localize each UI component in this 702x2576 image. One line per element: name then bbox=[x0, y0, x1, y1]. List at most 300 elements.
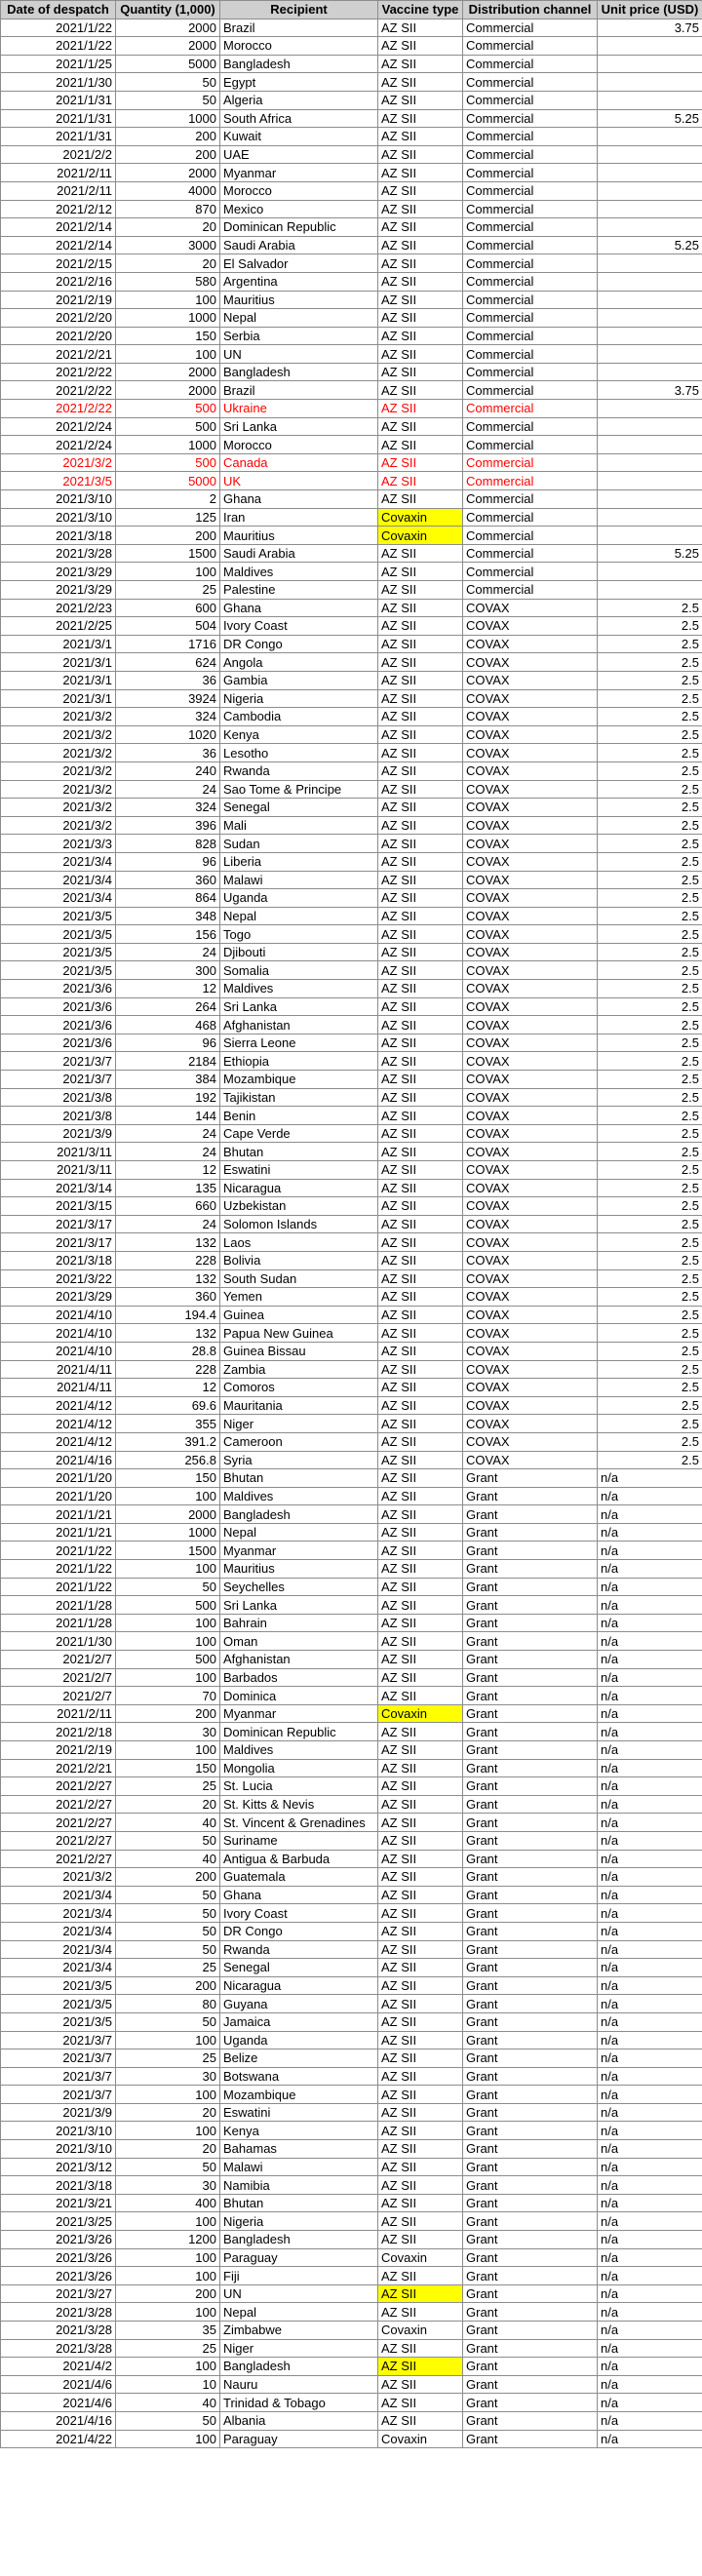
quantity-cell: 50 bbox=[116, 1940, 220, 1959]
date-cell: 2021/3/15 bbox=[1, 1197, 116, 1216]
date-cell: 2021/3/18 bbox=[1, 527, 116, 545]
table-row bbox=[1, 1379, 702, 1397]
table-row bbox=[1, 400, 702, 418]
date-cell: 2021/2/27 bbox=[1, 1831, 116, 1850]
date-cell: 2021/3/28 bbox=[1, 2303, 116, 2322]
table-row bbox=[1, 1432, 702, 1451]
table-row bbox=[1, 1288, 702, 1307]
unit-price-cell: n/a bbox=[598, 1487, 702, 1505]
table-row bbox=[1, 436, 702, 454]
unit-price-cell: 5.25 bbox=[598, 236, 702, 254]
recipient-cell: Lesotho bbox=[220, 744, 378, 762]
quantity-cell: 2000 bbox=[116, 164, 220, 182]
date-cell: 2021/2/19 bbox=[1, 291, 116, 309]
recipient-cell: Sri Lanka bbox=[220, 1596, 378, 1615]
table-row bbox=[1, 816, 702, 835]
date-cell: 2021/4/10 bbox=[1, 1324, 116, 1343]
date-cell: 2021/3/5 bbox=[1, 943, 116, 961]
channel-cell: Grant bbox=[463, 2339, 598, 2358]
quantity-cell: 50 bbox=[116, 1904, 220, 1923]
channel-cell: Grant bbox=[463, 2411, 598, 2430]
table-row bbox=[1, 617, 702, 636]
unit-price-cell: n/a bbox=[598, 2031, 702, 2049]
quantity-cell: 3000 bbox=[116, 236, 220, 254]
channel-cell: Grant bbox=[463, 2212, 598, 2231]
header-distribution-channel: Distribution channel bbox=[463, 1, 598, 20]
channel-cell: COVAX bbox=[463, 1451, 598, 1469]
unit-price-cell: n/a bbox=[598, 2339, 702, 2358]
channel-cell: Grant bbox=[463, 1704, 598, 1723]
table-row bbox=[1, 272, 702, 291]
unit-price-cell: n/a bbox=[598, 2012, 702, 2031]
vaccine-type-cell: AZ SII bbox=[378, 744, 463, 762]
unit-price-cell: 2.5 bbox=[598, 907, 702, 925]
table-row bbox=[1, 1451, 702, 1469]
quantity-cell: 100 bbox=[116, 1560, 220, 1579]
quantity-cell: 194.4 bbox=[116, 1306, 220, 1324]
vaccine-type-cell: AZ SII bbox=[378, 1396, 463, 1415]
quantity-cell: 580 bbox=[116, 272, 220, 291]
vaccine-type-cell: Covaxin bbox=[378, 2430, 463, 2448]
table-row bbox=[1, 1560, 702, 1579]
unit-price-cell: n/a bbox=[598, 1940, 702, 1959]
channel-cell: Grant bbox=[463, 1814, 598, 1832]
recipient-cell: Kenya bbox=[220, 725, 378, 744]
unit-price-cell: 2.5 bbox=[598, 1306, 702, 1324]
table-row bbox=[1, 1959, 702, 1977]
quantity-cell: 20 bbox=[116, 2140, 220, 2159]
date-cell: 2021/3/14 bbox=[1, 1179, 116, 1197]
date-cell: 2021/2/27 bbox=[1, 1795, 116, 1814]
unit-price-cell bbox=[598, 181, 702, 200]
unit-price-cell: 2.5 bbox=[598, 799, 702, 817]
header-quantity: Quantity (1,000) bbox=[116, 1, 220, 20]
vaccine-type-cell: AZ SII bbox=[378, 1451, 463, 1469]
unit-price-cell: 2.5 bbox=[598, 744, 702, 762]
recipient-cell: Trinidad & Tobago bbox=[220, 2394, 378, 2412]
table-row bbox=[1, 961, 702, 980]
recipient-cell: Palestine bbox=[220, 581, 378, 600]
table-row bbox=[1, 689, 702, 708]
vaccine-type-cell: AZ SII bbox=[378, 1723, 463, 1741]
vaccine-type-cell: AZ SII bbox=[378, 2267, 463, 2285]
table-row bbox=[1, 544, 702, 563]
unit-price-cell: n/a bbox=[598, 1704, 702, 1723]
channel-cell: COVAX bbox=[463, 599, 598, 617]
unit-price-cell: n/a bbox=[598, 1723, 702, 1741]
recipient-cell: Bahamas bbox=[220, 2140, 378, 2159]
quantity-cell: 50 bbox=[116, 1831, 220, 1850]
channel-cell: Grant bbox=[463, 1886, 598, 1904]
quantity-cell: 70 bbox=[116, 1687, 220, 1705]
recipient-cell: Mauritius bbox=[220, 527, 378, 545]
recipient-cell: El Salvador bbox=[220, 254, 378, 273]
quantity-cell: 100 bbox=[116, 563, 220, 581]
table-row bbox=[1, 1723, 702, 1741]
channel-cell: Grant bbox=[463, 2303, 598, 2322]
vaccine-type-cell: AZ SII bbox=[378, 73, 463, 92]
table-row bbox=[1, 2339, 702, 2358]
unit-price-cell: 2.5 bbox=[598, 980, 702, 998]
recipient-cell: Jamaica bbox=[220, 2012, 378, 2031]
unit-price-cell: 2.5 bbox=[598, 1215, 702, 1233]
vaccine-type-cell: AZ SII bbox=[378, 943, 463, 961]
channel-cell: Commercial bbox=[463, 181, 598, 200]
channel-cell: Grant bbox=[463, 1959, 598, 1977]
recipient-cell: Bangladesh bbox=[220, 1505, 378, 1524]
channel-cell: Commercial bbox=[463, 490, 598, 509]
table-row bbox=[1, 37, 702, 56]
channel-cell: Grant bbox=[463, 2358, 598, 2376]
date-cell: 2021/2/16 bbox=[1, 272, 116, 291]
channel-cell: COVAX bbox=[463, 1360, 598, 1379]
vaccine-type-cell: AZ SII bbox=[378, 1233, 463, 1252]
vaccine-type-cell: AZ SII bbox=[378, 725, 463, 744]
quantity-cell: 2000 bbox=[116, 37, 220, 56]
recipient-cell: Mauritania bbox=[220, 1396, 378, 1415]
quantity-cell: 132 bbox=[116, 1233, 220, 1252]
recipient-cell: Botswana bbox=[220, 2067, 378, 2086]
recipient-cell: South Africa bbox=[220, 109, 378, 128]
unit-price-cell: n/a bbox=[598, 1469, 702, 1488]
vaccine-type-cell: AZ SII bbox=[378, 490, 463, 509]
quantity-cell: 500 bbox=[116, 1596, 220, 1615]
vaccine-type-cell: AZ SII bbox=[378, 1197, 463, 1216]
date-cell: 2021/3/5 bbox=[1, 925, 116, 944]
quantity-cell: 2000 bbox=[116, 381, 220, 400]
table-row bbox=[1, 1632, 702, 1651]
table-row bbox=[1, 164, 702, 182]
quantity-cell: 69.6 bbox=[116, 1396, 220, 1415]
date-cell: 2021/3/2 bbox=[1, 816, 116, 835]
unit-price-cell bbox=[598, 345, 702, 364]
header-recipient: Recipient bbox=[220, 1, 378, 20]
date-cell: 2021/3/28 bbox=[1, 2322, 116, 2340]
quantity-cell: 200 bbox=[116, 128, 220, 146]
unit-price-cell: 2.5 bbox=[598, 635, 702, 653]
unit-price-cell: 2.5 bbox=[598, 1124, 702, 1143]
quantity-cell: 25 bbox=[116, 1959, 220, 1977]
vaccine-type-cell: AZ SII bbox=[378, 1523, 463, 1542]
quantity-cell: 100 bbox=[116, 2212, 220, 2231]
quantity-cell: 50 bbox=[116, 91, 220, 109]
header-row bbox=[1, 1, 702, 20]
channel-cell: COVAX bbox=[463, 653, 598, 672]
quantity-cell: 25 bbox=[116, 581, 220, 600]
channel-cell: Grant bbox=[463, 1777, 598, 1796]
channel-cell: Grant bbox=[463, 2031, 598, 2049]
date-cell: 2021/3/25 bbox=[1, 2212, 116, 2231]
vaccine-type-cell: AZ SII bbox=[378, 1632, 463, 1651]
vaccine-type-cell: AZ SII bbox=[378, 1379, 463, 1397]
table-row bbox=[1, 671, 702, 689]
vaccine-type-cell: AZ SII bbox=[378, 1995, 463, 2013]
vaccine-type-cell: AZ SII bbox=[378, 181, 463, 200]
channel-cell: Commercial bbox=[463, 37, 598, 56]
vaccine-type-cell: AZ SII bbox=[378, 1651, 463, 1669]
date-cell: 2021/2/11 bbox=[1, 181, 116, 200]
quantity-cell: 200 bbox=[116, 527, 220, 545]
channel-cell: COVAX bbox=[463, 835, 598, 853]
vaccine-type-cell: AZ SII bbox=[378, 381, 463, 400]
channel-cell: COVAX bbox=[463, 1324, 598, 1343]
quantity-cell: 348 bbox=[116, 907, 220, 925]
channel-cell: Grant bbox=[463, 1632, 598, 1651]
unit-price-cell: n/a bbox=[598, 2212, 702, 2231]
table-row bbox=[1, 309, 702, 328]
vaccine-type-cell: AZ SII bbox=[378, 145, 463, 164]
recipient-cell: Djibouti bbox=[220, 943, 378, 961]
unit-price-cell: n/a bbox=[598, 2375, 702, 2394]
vaccine-type-cell: AZ SII bbox=[378, 1251, 463, 1269]
quantity-cell: 24 bbox=[116, 780, 220, 799]
recipient-cell: Sri Lanka bbox=[220, 997, 378, 1016]
date-cell: 2021/2/21 bbox=[1, 345, 116, 364]
channel-cell: COVAX bbox=[463, 1215, 598, 1233]
recipient-cell: Zambia bbox=[220, 1360, 378, 1379]
table-row bbox=[1, 1523, 702, 1542]
recipient-cell: Mozambique bbox=[220, 1071, 378, 1089]
channel-cell: Commercial bbox=[463, 527, 598, 545]
quantity-cell: 25 bbox=[116, 1777, 220, 1796]
unit-price-cell: n/a bbox=[598, 1687, 702, 1705]
recipient-cell: Solomon Islands bbox=[220, 1215, 378, 1233]
table-row bbox=[1, 835, 702, 853]
quantity-cell: 28.8 bbox=[116, 1342, 220, 1360]
date-cell: 2021/3/7 bbox=[1, 2067, 116, 2086]
unit-price-cell: 2.5 bbox=[598, 1415, 702, 1433]
unit-price-cell: 2.5 bbox=[598, 1379, 702, 1397]
unit-price-cell: n/a bbox=[598, 2303, 702, 2322]
unit-price-cell: n/a bbox=[598, 1868, 702, 1887]
unit-price-cell: 2.5 bbox=[598, 671, 702, 689]
channel-cell: Grant bbox=[463, 2012, 598, 2031]
quantity-cell: 100 bbox=[116, 1632, 220, 1651]
vaccine-type-cell: AZ SII bbox=[378, 2212, 463, 2231]
table-row bbox=[1, 997, 702, 1016]
quantity-cell: 25 bbox=[116, 2339, 220, 2358]
channel-cell: Commercial bbox=[463, 453, 598, 472]
unit-price-cell: n/a bbox=[598, 2284, 702, 2303]
channel-cell: Grant bbox=[463, 2194, 598, 2212]
table-row bbox=[1, 2430, 702, 2448]
unit-price-cell: 2.5 bbox=[598, 780, 702, 799]
channel-cell: COVAX bbox=[463, 961, 598, 980]
quantity-cell: 396 bbox=[116, 816, 220, 835]
recipient-cell: Niger bbox=[220, 2339, 378, 2358]
vaccine-type-cell: AZ SII bbox=[378, 1324, 463, 1343]
unit-price-cell bbox=[598, 436, 702, 454]
recipient-cell: Namibia bbox=[220, 2176, 378, 2195]
quantity-cell: 2000 bbox=[116, 1505, 220, 1524]
date-cell: 2021/2/20 bbox=[1, 327, 116, 345]
recipient-cell: Uzbekistan bbox=[220, 1197, 378, 1216]
vaccine-type-cell: AZ SII bbox=[378, 37, 463, 56]
unit-price-cell: n/a bbox=[598, 2086, 702, 2104]
quantity-cell: 20 bbox=[116, 218, 220, 237]
table-row bbox=[1, 181, 702, 200]
unit-price-cell bbox=[598, 581, 702, 600]
date-cell: 2021/2/24 bbox=[1, 436, 116, 454]
vaccine-type-cell: AZ SII bbox=[378, 1922, 463, 1940]
quantity-cell: 96 bbox=[116, 1034, 220, 1052]
recipient-cell: Dominica bbox=[220, 1687, 378, 1705]
date-cell: 2021/1/30 bbox=[1, 1632, 116, 1651]
table-row bbox=[1, 1197, 702, 1216]
unit-price-cell bbox=[598, 400, 702, 418]
channel-cell: COVAX bbox=[463, 925, 598, 944]
table-row bbox=[1, 91, 702, 109]
unit-price-cell: 2.5 bbox=[598, 689, 702, 708]
vaccine-type-cell: AZ SII bbox=[378, 400, 463, 418]
vaccine-type-cell: AZ SII bbox=[378, 1886, 463, 1904]
vaccine-type-cell: AZ SII bbox=[378, 2394, 463, 2412]
date-cell: 2021/3/26 bbox=[1, 2248, 116, 2267]
table-row bbox=[1, 1215, 702, 1233]
unit-price-cell: 2.5 bbox=[598, 708, 702, 726]
date-cell: 2021/2/19 bbox=[1, 1741, 116, 1760]
table-row bbox=[1, 145, 702, 164]
table-row bbox=[1, 889, 702, 908]
quantity-cell: 1000 bbox=[116, 436, 220, 454]
table-row bbox=[1, 2158, 702, 2176]
recipient-cell: Mozambique bbox=[220, 2086, 378, 2104]
channel-cell: COVAX bbox=[463, 725, 598, 744]
recipient-cell: Yemen bbox=[220, 1288, 378, 1307]
quantity-cell: 360 bbox=[116, 871, 220, 889]
date-cell: 2021/2/21 bbox=[1, 1759, 116, 1777]
date-cell: 2021/3/6 bbox=[1, 1016, 116, 1034]
recipient-cell: Bhutan bbox=[220, 1143, 378, 1161]
date-cell: 2021/2/12 bbox=[1, 200, 116, 218]
unit-price-cell: n/a bbox=[598, 1976, 702, 1995]
recipient-cell: Malawi bbox=[220, 2158, 378, 2176]
table-row bbox=[1, 1107, 702, 1125]
channel-cell: Commercial bbox=[463, 55, 598, 73]
recipient-cell: Ghana bbox=[220, 490, 378, 509]
unit-price-cell: 2.5 bbox=[598, 1143, 702, 1161]
date-cell: 2021/1/22 bbox=[1, 37, 116, 56]
unit-price-cell: n/a bbox=[598, 2411, 702, 2430]
unit-price-cell: n/a bbox=[598, 1668, 702, 1687]
table-header bbox=[1, 1, 702, 20]
channel-cell: COVAX bbox=[463, 1071, 598, 1089]
date-cell: 2021/2/24 bbox=[1, 417, 116, 436]
recipient-cell: Zimbabwe bbox=[220, 2322, 378, 2340]
unit-price-cell bbox=[598, 91, 702, 109]
vaccine-type-cell: AZ SII bbox=[378, 1288, 463, 1307]
date-cell: 2021/3/7 bbox=[1, 2031, 116, 2049]
date-cell: 2021/3/2 bbox=[1, 453, 116, 472]
recipient-cell: UN bbox=[220, 345, 378, 364]
channel-cell: Grant bbox=[463, 1759, 598, 1777]
vaccine-type-cell: AZ SII bbox=[378, 272, 463, 291]
vaccine-type-cell: AZ SII bbox=[378, 2303, 463, 2322]
recipient-cell: Benin bbox=[220, 1107, 378, 1125]
date-cell: 2021/2/27 bbox=[1, 1850, 116, 1868]
table-row bbox=[1, 925, 702, 944]
quantity-cell: 228 bbox=[116, 1251, 220, 1269]
vaccine-type-cell: AZ SII bbox=[378, 1505, 463, 1524]
table-row bbox=[1, 363, 702, 381]
vaccine-type-cell: AZ SII bbox=[378, 2176, 463, 2195]
channel-cell: COVAX bbox=[463, 1124, 598, 1143]
channel-cell: COVAX bbox=[463, 1288, 598, 1307]
table-row bbox=[1, 1940, 702, 1959]
date-cell: 2021/3/6 bbox=[1, 980, 116, 998]
vaccine-type-cell: AZ SII bbox=[378, 1687, 463, 1705]
date-cell: 2021/1/22 bbox=[1, 19, 116, 37]
vaccine-type-cell: Covaxin bbox=[378, 2322, 463, 2340]
quantity-cell: 100 bbox=[116, 2267, 220, 2285]
channel-cell: Commercial bbox=[463, 128, 598, 146]
table-row bbox=[1, 1052, 702, 1071]
recipient-cell: Brazil bbox=[220, 19, 378, 37]
table-row bbox=[1, 2012, 702, 2031]
table-row bbox=[1, 1179, 702, 1197]
table-row bbox=[1, 799, 702, 817]
channel-cell: COVAX bbox=[463, 1342, 598, 1360]
recipient-cell: Liberia bbox=[220, 852, 378, 871]
channel-cell: Grant bbox=[463, 1596, 598, 1615]
quantity-cell: 200 bbox=[116, 145, 220, 164]
table-row bbox=[1, 345, 702, 364]
unit-price-cell: 2.5 bbox=[598, 997, 702, 1016]
unit-price-cell: n/a bbox=[598, 1759, 702, 1777]
table-row bbox=[1, 200, 702, 218]
unit-price-cell: 2.5 bbox=[598, 653, 702, 672]
channel-cell: COVAX bbox=[463, 1306, 598, 1324]
quantity-cell: 1020 bbox=[116, 725, 220, 744]
unit-price-cell: 3.75 bbox=[598, 381, 702, 400]
unit-price-cell: 2.5 bbox=[598, 1451, 702, 1469]
quantity-cell: 10 bbox=[116, 2375, 220, 2394]
channel-cell: Grant bbox=[463, 2176, 598, 2195]
date-cell: 2021/2/11 bbox=[1, 164, 116, 182]
recipient-cell: Senegal bbox=[220, 799, 378, 817]
unit-price-cell: 2.5 bbox=[598, 1052, 702, 1071]
quantity-cell: 36 bbox=[116, 671, 220, 689]
channel-cell: COVAX bbox=[463, 1052, 598, 1071]
unit-price-cell: n/a bbox=[598, 1741, 702, 1760]
vaccine-type-cell: AZ SII bbox=[378, 599, 463, 617]
vaccine-type-cell: AZ SII bbox=[378, 1124, 463, 1143]
quantity-cell: 96 bbox=[116, 852, 220, 871]
unit-price-cell: n/a bbox=[598, 1542, 702, 1560]
quantity-cell: 144 bbox=[116, 1107, 220, 1125]
recipient-cell: Morocco bbox=[220, 37, 378, 56]
unit-price-cell: 2.5 bbox=[598, 1269, 702, 1288]
channel-cell: Commercial bbox=[463, 254, 598, 273]
quantity-cell: 40 bbox=[116, 2394, 220, 2412]
vaccine-type-cell: AZ SII bbox=[378, 2358, 463, 2376]
recipient-cell: Maldives bbox=[220, 563, 378, 581]
unit-price-cell bbox=[598, 145, 702, 164]
channel-cell: COVAX bbox=[463, 852, 598, 871]
unit-price-cell: 2.5 bbox=[598, 1161, 702, 1180]
unit-price-cell bbox=[598, 363, 702, 381]
date-cell: 2021/3/18 bbox=[1, 2176, 116, 2195]
vaccine-type-cell: AZ SII bbox=[378, 309, 463, 328]
date-cell: 2021/1/25 bbox=[1, 55, 116, 73]
quantity-cell: 355 bbox=[116, 1415, 220, 1433]
date-cell: 2021/3/4 bbox=[1, 871, 116, 889]
vaccine-type-cell: AZ SII bbox=[378, 544, 463, 563]
table-row bbox=[1, 472, 702, 490]
channel-cell: Grant bbox=[463, 1922, 598, 1940]
vaccine-type-cell: AZ SII bbox=[378, 254, 463, 273]
channel-cell: Grant bbox=[463, 2322, 598, 2340]
